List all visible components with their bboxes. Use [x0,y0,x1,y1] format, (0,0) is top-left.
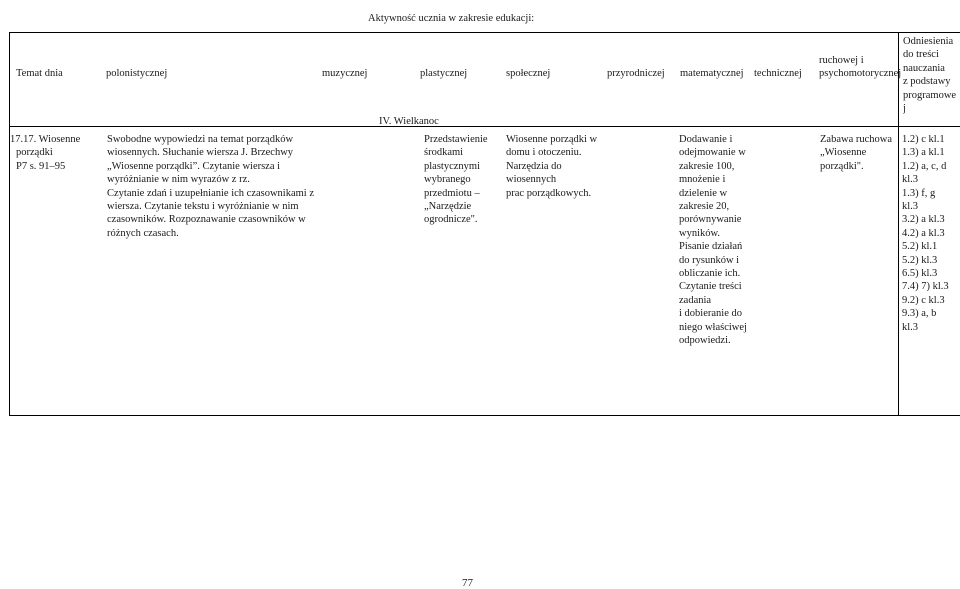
cell-line: „Narzędzie [424,201,472,213]
cell-line: odejmowanie w [679,147,746,159]
cell-line: 17.17. Wiosenne [10,134,81,145]
header-odniesienia-line: programowe [903,89,957,101]
cell-line: 1.2) a, c, d [902,160,947,172]
cell-line: wyników. [679,227,721,239]
header-odniesienia-line: nauczania [903,62,945,74]
header-odniesienia-line: Odniesienia [903,36,954,47]
cell-line: 9.2) c kl.3 [902,294,945,306]
page-number: 77 [462,577,473,589]
cell-line: Czytanie zdań i uzupełnianie ich czasownikami z [107,187,315,199]
cell-line: wyróżnianie w nim wyrazów z rz. [107,174,250,186]
cell-line: „Wiosenne [820,147,867,159]
cell-line: Pisanie działań [679,241,743,253]
header-muzycznej: muzycznej [322,68,368,79]
cell-line: Narzędzia do [506,160,562,172]
cell-line: różnych czasach. [107,227,179,239]
row-bottom-line [9,415,960,416]
header-ruchowej-line: ruchowej i [819,55,864,66]
cell-line: prac porządkowych. [506,187,592,199]
cell-line: porządki [16,147,53,159]
cell-line: kl.3 [902,321,919,333]
cell-line: 1.3) f, g [902,187,936,199]
cell-line: 9.3) a, b [902,308,937,320]
cell-line: i dobieranie do [679,308,742,320]
cell-line: do rysunków i [679,254,740,266]
header-ruchowej-line: psychomotorycznej [819,68,902,80]
header-ruchowej [819,54,901,81]
cell-line: porządki". [820,160,864,172]
header-top-line [9,32,960,33]
cell-line: Przedstawienie [424,134,488,145]
header-odniesienia-line: do treści [903,49,939,61]
cell-line: dzielenie w [679,187,728,199]
header-odniesienia-line: j [903,103,906,115]
header-polonistycznej: polonistycznej [106,68,168,79]
cell-line: 7.4) 7) kl.3 [902,281,949,293]
cell-line: kl.3 [902,174,919,186]
header-przyrodniczej: przyrodniczej [607,68,665,79]
cell-line: środkami [424,147,464,159]
section-title: IV. Wielkanoc [379,116,439,127]
cell-line: porównywanie [679,214,742,226]
cell-line: odpowiedzi. [679,335,731,347]
header-matematycznej: matematycznej [680,68,744,79]
cell-line: wiosennych. Słuchanie wiersza J. Brzechwy [107,147,294,159]
cell-line: przedmiotu – [424,187,480,199]
cell-line: Zabawa ruchowa [820,134,893,145]
cell-ruchowej [820,133,892,173]
cell-line: wiosennych [506,174,557,186]
cell-polonistycznej [107,133,314,240]
header-temat-dnia: Temat dnia [16,68,63,79]
cell-line: niego właściwej [679,321,747,333]
cell-line: kl.3 [902,201,919,213]
cell-line: ogrodnicze". [424,214,478,226]
cell-line: 4.2) a kl.3 [902,227,945,239]
cell-line: zadania [679,294,712,306]
cell-line: obliczanie ich. [679,268,741,280]
cell-line: Dodawanie i [679,134,733,145]
cell-line: plastycznymi [424,160,480,172]
cell-line: 1.2) c kl.1 [902,134,945,145]
cell-line: 5.2) kl.3 [902,254,938,266]
cell-line: 1.3) a kl.1 [902,147,945,159]
header-odniesienia [903,35,956,123]
cell-line: zakresie 100, [679,160,735,172]
col-divider-odniesienia [898,32,899,416]
col-divider-left [9,32,10,416]
cell-spolecznej [506,133,597,200]
cell-line: Wiosenne porządki w [506,134,598,145]
header-technicznej: technicznej [754,68,802,79]
cell-line: zakresie 20, [679,201,730,213]
cell-line: 5.2) kl.1 [902,241,938,253]
header-spolecznej: społecznej [506,68,551,79]
cell-line: Swobodne wypowiedzi na temat porządków [107,134,294,145]
cell-line: „Wiosenne porządki”. Czytanie wiersza i [107,160,281,172]
cell-line: Czytanie treści [679,281,742,293]
cell-matematycznej [679,133,747,348]
cell-line: domu i otoczeniu. [506,147,582,159]
cell-line: 6.5) kl.3 [902,268,938,280]
header-bottom-line [9,126,960,127]
cell-plastycznej [424,133,488,227]
cell-line: czasowników. Rozpoznawanie czasowników w [107,214,306,226]
cell-line: wybranego [424,174,471,186]
header-plastycznej: plastycznej [420,68,468,79]
table-top-title: Aktywność ucznia w zakresie edukacji: [368,13,535,24]
cell-line: mnożenie i [679,174,726,186]
cell-temat [10,133,80,173]
header-odniesienia-line: z podstawy [903,76,951,88]
cell-odniesienia [902,133,949,334]
cell-line: 3.2) a kl.3 [902,214,945,226]
cell-line: P7 s. 91–95 [16,160,66,172]
cell-line: wiersza. Czytanie tekstu i wyróżnianie w nim [107,201,299,213]
